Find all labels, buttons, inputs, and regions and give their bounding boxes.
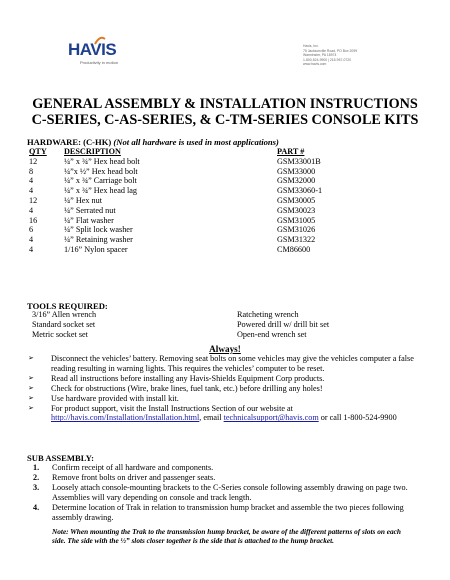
step-text: Remove front bolts on driver and passenger seats. [52,472,216,482]
hardware-row [29,176,359,186]
step-number: 1. [33,463,40,472]
step-text: Loosely attach console-mounting brackets to the C-Series console following assembly drawing on page two. Assemblies will vary depending on console and track length. [52,482,408,502]
column-header-qty: QTY [29,147,47,156]
hardware-qty: 4 [29,244,34,254]
hardware-description: 1/16” Nylon spacer [64,244,128,254]
assembly-note: Note: When mounting the Trak to the transmission hump bracket, be aware of the different patterns of slots on each side. The side with the ½” slots closer together is the side that is attached to the hump bracket. [52,527,401,545]
hardware-qty: 12 [29,195,38,205]
hardware-rows [29,157,359,255]
always-item-text: For product support, visit the Install Instructions Section of our website at [51,403,293,413]
hardware-note: (Not all hardware is used in most applications) [113,137,279,147]
hardware-part-number: GSM32000 [277,176,316,186]
hardware-part-number: GSM30005 [277,195,316,205]
hardware-description: ¼” x ¾” Hex head bolt [64,156,140,166]
hardware-part-number: GSM31005 [277,215,316,225]
arrow-bullet-icon: ➢ [28,354,34,362]
step-number: 2. [33,472,40,482]
step-number: 3. [33,482,40,492]
hardware-row [29,225,359,235]
step-item [28,483,420,503]
address-line: 1-800-524-9900 | 215-957-0720 [303,57,352,62]
logo-wordmark: HAVIS [68,40,117,59]
hardware-description: ¼” Split lock washer [64,225,133,235]
hardware-row [29,186,359,196]
hardware-description: ¼” x ¾” Hex head lag [64,186,137,196]
always-item-text: Use hardware provided with install kit. [51,393,179,403]
always-item [28,354,423,374]
hardware-part-number: GSM30023 [277,205,316,215]
step-item [28,473,420,483]
hardware-qty: 4 [29,205,34,215]
address-line: Warminster, PA 18974 [303,53,337,58]
sub-assembly-heading: SUB ASSEMBLY: [27,453,94,463]
install-instructions-link[interactable]: http://havis.com/Installation/Installation.html [51,413,200,423]
arrow-bullet-icon: ➢ [28,403,34,412]
hardware-description: ¼” Retaining washer [64,235,133,245]
hardware-description: ¼”x ½” Hex head bolt [64,166,138,176]
address-line: www.havis.com [303,62,327,67]
always-heading: Always! [209,344,241,354]
hardware-part-number: GSM33000 [277,166,316,176]
tool-item: Powered drill w/ drill bit set [237,320,330,329]
always-item [28,384,423,394]
hardware-qty: 4 [29,176,34,186]
hardware-row [29,196,359,206]
hardware-row [29,245,359,255]
always-item-text: Disconnect the vehicles’ battery. Removing seat bolts on some vehicles may give the vehicles computer a false reading resulting in warning lights. This requires the vehicles’ computer to be reset. [51,354,414,373]
arrow-bullet-icon: ➢ [28,373,34,382]
hardware-table [29,147,359,255]
always-item [28,394,423,404]
always-item [28,374,423,384]
support-email-link[interactable]: technicalsupport@havis.com [223,413,319,423]
hardware-row [29,216,359,226]
address-line: Havis, Inc. [303,44,319,48]
hardware-qty: 12 [29,156,38,166]
hardware-qty: 6 [29,225,34,235]
hardware-heading-label: HARDWARE: (C-HK) [27,137,112,147]
always-item-text: Read all instructions before installing any Havis-Shields Equipment Corp products. [51,373,325,383]
tool-item: Standard socket set [32,320,96,329]
hardware-description: ¼” Flat washer [64,215,114,225]
hardware-description: ¼” Serrated nut [64,205,116,215]
tool-item: 3/16” Allen wrench [32,310,97,319]
step-text: Determine location of Trak in relation to transmission hump bracket and assemble the two pieces following assembly drawing. [52,502,404,522]
swoosh-icon [94,36,106,46]
column-header-part: PART # [277,147,305,156]
hardware-qty: 4 [29,235,34,245]
always-item-text: Check for obstructions (Wire, brake lines, fuel tank, etc.) before drilling any holes! [51,383,323,393]
tools-heading: TOOLS REQUIRED: [27,301,108,311]
hardware-row [29,167,359,177]
hardware-part-number: GSM31026 [277,225,316,235]
hardware-row [29,235,359,245]
hardware-part-number: GSM33001B [277,156,321,166]
hardware-row [29,157,359,167]
logo-tagline: Productivity in motion [80,60,119,65]
support-mid-text: , email [199,413,224,423]
document-subtitle: C-SERIES, C-AS-SERIES, & C-TM-SERIES CONSOLE KITS [31,112,419,128]
hardware-description: ¼” x ¾” Carriage bolt [64,176,137,186]
step-item [28,463,420,473]
address-line: 75 Jacksonville Road, PO Box 2099 [303,48,358,53]
tool-item: Open-end wrench set [237,330,307,339]
always-list [28,354,423,423]
hardware-description: ¼” Hex nut [64,195,102,205]
arrow-bullet-icon: ➢ [28,393,34,402]
hardware-qty: 16 [29,215,38,225]
hardware-part-number: CM86600 [277,244,311,254]
always-item-support [28,404,423,424]
support-phone-text: or call 1-800-524-9900 [318,413,397,423]
step-item [28,503,420,523]
tool-item: Ratcheting wrench [237,310,299,319]
tool-item: Metric socket set [32,330,88,339]
hardware-part-number: GSM33060-1 [277,186,323,196]
hardware-table-header [29,147,359,157]
column-header-description: DESCRIPTION [64,147,121,156]
hardware-row [29,206,359,216]
document-title: GENERAL ASSEMBLY & INSTALLATION INSTRUCTIONS [32,96,418,112]
hardware-part-number: GSM31322 [277,235,316,245]
company-address [303,44,357,67]
arrow-bullet-icon: ➢ [28,383,34,392]
tools-list [29,310,359,340]
step-text: Confirm receipt of all hardware and components. [52,463,214,472]
havis-logo [62,40,142,74]
hardware-qty: 4 [29,186,34,196]
step-number: 4. [33,502,40,512]
hardware-qty: 8 [29,166,34,176]
sub-assembly-steps [28,463,420,522]
